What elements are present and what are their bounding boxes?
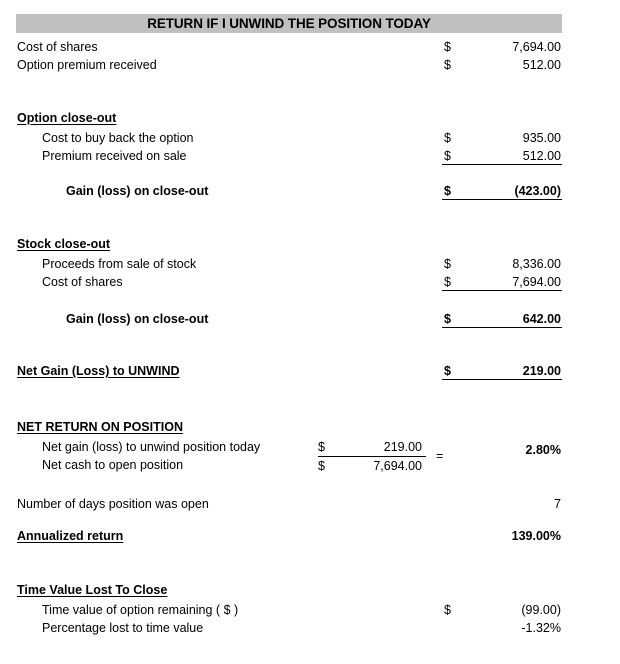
page-title: RETURN IF I UNWIND THE POSITION TODAY [147,16,431,31]
amount: 512.00 [522,58,561,72]
currency-symbol: $ [444,603,451,617]
amount: 7,694.00 [373,459,422,473]
section-heading-label: Stock close-out [17,237,111,251]
amount: 8,336.00 [512,257,561,271]
amount: 219.00 [522,363,561,378]
section-heading-net-return [16,418,562,436]
amount: 512.00 [522,148,561,163]
section-heading-time-value-lost [16,581,562,599]
fraction-denominator [318,457,426,475]
equals-sign: = [436,449,444,463]
value-proceeds-from-sale-of-stock [442,255,562,273]
value-cost-to-buy-back-option [442,129,562,147]
currency-symbol: $ [444,131,451,145]
currency-symbol: $ [444,58,451,72]
section-heading-stock-closeout [16,235,562,253]
row-label: Time value of option remaining ( $ ) [42,603,239,617]
row-label: Premium received on sale [42,149,187,163]
value-premium-received-on-sale [442,147,562,165]
currency-symbol: $ [444,274,451,289]
row-label: Gain (loss) on close-out [66,312,209,326]
row-label: Annualized return [17,529,124,543]
row-label: Cost of shares [42,275,123,289]
value-days-position-open: 7 [554,497,561,511]
row-label: Net Gain (Loss) to UNWIND [17,364,180,378]
fraction-numerator [318,438,426,457]
value-stock-cost-of-shares [442,273,562,291]
value-stock-gain-loss [442,310,562,328]
amount: (99.00) [521,603,561,617]
value-time-value-remaining [442,601,562,619]
amount: 935.00 [522,131,561,145]
row-label: Percentage lost to time value [42,621,204,635]
value-option-premium-received [442,56,562,74]
currency-symbol: $ [444,148,451,163]
section-heading-label: Time Value Lost To Close [17,583,168,597]
currency-symbol: $ [444,311,451,326]
amount: 7,694.00 [512,274,561,289]
value-percentage-lost-to-time-value: -1.32% [521,621,561,635]
value-annualized-return: 139.00% [511,529,561,543]
section-heading-label: Option close-out [17,111,117,125]
section-heading-option-closeout [16,109,562,127]
amount: 642.00 [522,311,561,326]
row-label: Gain (loss) on close-out [66,184,209,198]
value-cost-of-shares [442,38,562,56]
worksheet-title-band [16,14,562,33]
amount: (423.00) [514,183,561,198]
row-label: Number of days position was open [17,497,209,511]
currency-symbol: $ [318,459,325,473]
net-return-fraction [318,438,426,475]
row-label: Cost of shares [17,40,98,54]
row-label: Net gain (loss) to unwind position today [42,440,261,454]
value-net-gain-to-unwind [442,362,562,380]
currency-symbol: $ [444,363,451,378]
currency-symbol: $ [444,183,451,198]
row-label: Proceeds from sale of stock [42,257,197,271]
currency-symbol: $ [444,257,451,271]
currency-symbol: $ [318,440,325,454]
currency-symbol: $ [444,40,451,54]
row-label: Cost to buy back the option [42,131,194,145]
amount: 219.00 [383,440,422,454]
value-net-return-percent: 2.80% [525,443,561,457]
row-label: Net cash to open position [42,458,184,472]
value-option-gain-loss [442,182,562,200]
amount: 7,694.00 [512,40,561,54]
row-label: Option premium received [17,58,157,72]
section-heading-label: NET RETURN ON POSITION [17,420,183,434]
